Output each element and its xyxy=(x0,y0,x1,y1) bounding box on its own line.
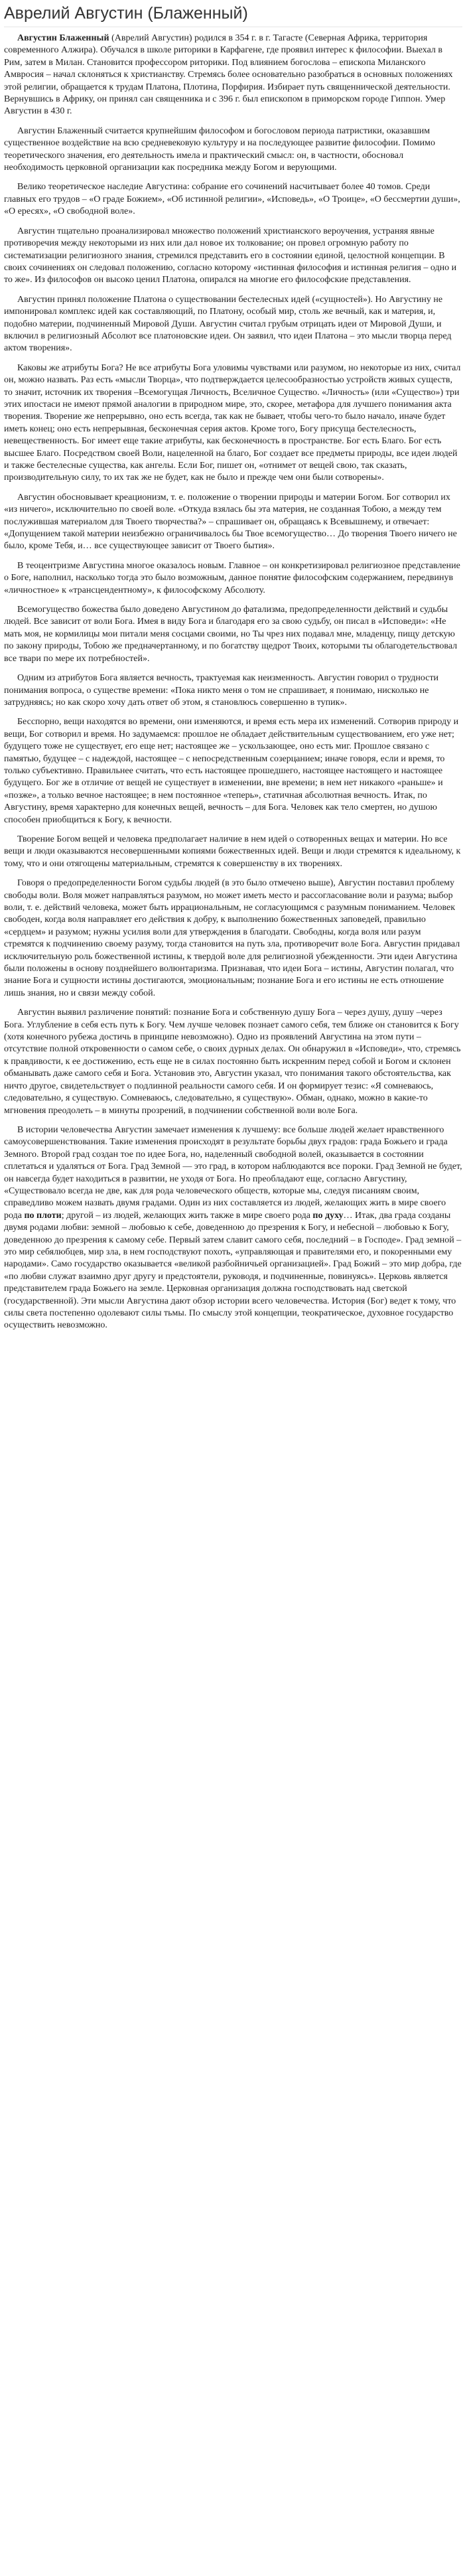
article-paragraph: Каковы же атрибуты Бога? Не все атрибуты Бога уловимы чувствами или разумом, но некоторые из них, считал он, можно назвать. Раз есть «мысли Творца», что подтверждается целесообразностью устройств живых существ, то значит, источник их творения –Всемогущая Личность, Вселичное Существо. «Личность» (или «Существо») три этих ипостаси не имеют прямой аналогии в природном мире, это, скорее, метафора для лучшего понимания акта творения. Творение же непрерывно, оно есть всегда, так как не бывает, чтобы чего-то было начало, иначе будет иметь конец; оно есть непрерывная, бесконечная серия актов. Кроме того, Богу присуща бестелесность, невещественность. Бог имеет еще такие атрибуты, как бесконечность в пространстве. Бог есть Благо. Бог есть высшее Благо. Посредством своей Воли, нацеленной на благо, Бог создает все предметы природы, все идеи людей и также бестелесные существа, как ангелы. Если Бог, пишет он, «отнимет от вещей свою, так сказать, производительную силу, то их так же не будет, как не было и прежде чем они были сотворены». xyxy=(4,362,461,483)
article-paragraph: Творение Богом вещей и человека предполагает наличие в нем идей о сотворенных вещах и материи. Но все вещи и люди оказываются несовершенными копиями божественных идей. Вещи и люди стремятся к идеальному, к тому, что и они отягощены материальным, стремятся к совершенству в их творениях. xyxy=(4,834,461,869)
article-paragraph: Велико теоретическое наследие Августина: собрание его сочинений насчитывает более 40 томов. Среди главных его трудов – «О граде Божием», «Об истинной религии», «Исповедь», «О Троице», «О бессмертии души», «О ересях», «О свободной воле». xyxy=(4,182,460,217)
article-body xyxy=(4,27,462,1332)
bold-emphasis: Августин Блаженный xyxy=(17,33,109,43)
article-paragraph: В теоцентризме Августина многое оказалось новым. Главное – он конкретизировал религиозное представление о Боге, наполнил, насколько тогда это было возможным, данное понятие философским содержанием, передвинув «личностное» к «трансцендентному», к философскому Абсолюту. xyxy=(4,560,460,595)
article-paragraph: Августин тщательно проанализировал множество положений христианского вероучения, устраняя явные противоречия между некоторыми из них или дал новое их толкование; он провел огромную работу по систематизации религиозного знания, стремился представить его в состоянии единой, целостной концепции. В своих сочинениях он следовал положению, согласно которому «истинная философия и истинная религия – одно и то же». Из философов он высоко ценил Платона, опирался на многие его философские представления. xyxy=(4,226,457,285)
article-paragraph: Всемогущество божества было доведено Августином до фатализма, предопределенности действий и судьбы людей. Все зависит от воли Бога. Имея в виду Бога и благодаря его за свою судьбу, он писал в «Исповеди»: «Не мать моя, не кормилицы мои питали меня сосцами своими, но Ты чрез них подавал мне, младенцу, пищу детскую по закону природы, Тобою же предначертанному, и по богатству щедрот Твоих, которыми ты облагодетельствовал все твари по мере их потребностей». xyxy=(4,605,458,664)
bold-emphasis: по плоти xyxy=(24,1210,62,1221)
article-paragraph: Августин выявил различение понятий: познание Бога и собственную душу Бога – через душу, душу –через Бога. Углубление в себя есть путь к Богу. Чем лучше человек познает самого себя, тем ближе он становится к Богу (хотя конечного рубежа достичь в принципе невозможно). Одно из проявлений Августина на этом пути – отсутствие полной откровенности о самом себе, о своих дурных делах. Он обнаружил в «Исповеди», что, стремясь к правдивости, к ее достижению, есть еще не в силах постоянно быть искренним перед собой и Богом и склонен обманывать даже самого себя и Бога. Установив это, Августин указал, что понимания такого обстоятельства, как ничто другое, свидетельствует о подлинной реальности самого себя. И он формирует тезис: «Я сомневаюсь, следовательно, я существую. Сомневаюсь, следовательно, я существую». Обман, однако, можно в какие-то мгновения преодолеть – в минуты прозрений, в подчинении собственной воли воле Бога. xyxy=(4,1008,461,1116)
article-paragraph: Бесспорно, вещи находятся во времени, они изменяются, и время есть мера их изменений. Сотворив природу и вещи, Бог сотворил и время. Но задумаемся: прошлое не обладает действительным существованием, его уже нет; будущего тоже не существует, его еще нет; настоящее же – ускользающее, оно есть миг. Прошлое связано с памятью, будущее – с надеждой, настоящее – с непосредственным созерцанием; иначе говоря, если и время, то только субъективно. Правильнее считать, что есть настоящее прошедшего, настоящее настоящего и настоящее будущего. Бог же в отличие от вещей не существует в изменении, вне времени; в нем нет никакого «раньше» и «позже», а только вечное настоящее; в нем постоянное «теперь», статичная абсолютная вечность. Итак, по Августину, время характерно для конечных вещей, вечность – для Бога. Человек как тело смертен, но душою способен приобщиться к Богу, к вечности. xyxy=(4,717,459,825)
article-paragraph: Августин Блаженный считается крупнейшим философом и богословом периода патристики, оказавшим существенное воздействие на всю средневековую культуру и на последующее развитие философии. Помимо теоретического значения, его деятельность имела и практический смысл: он, в частности, обосновал необходимость церковной организации как посредника между Богом и верующими. xyxy=(4,125,436,173)
bold-emphasis: по духу xyxy=(312,1210,344,1221)
article-paragraph: Одним из атрибутов Бога является вечность, трактуемая как неизменность. Августин говорил о трудности понимания вопроса, о существе времени: «Пока никто меня о том не спрашивает, я понимаю, нисколько не затрудняясь; но как скоро хочу дать ответ об этом, я становлюсь совершенно в тупик». xyxy=(4,673,439,708)
article-paragraph: Августин Блаженный (Аврелий Августин) родился в 354 г. в г. Тагасте (Северная Африка, территория современного Алжира). Обучался в школе риторики в Карфагене, где проявил интерес к философии. Выехал в Рим, затем в Милан. Становится профессором риторики. Под влиянием богослова – епископа Миланского Амвросия – начал склоняться к христианству. Стремясь более основательно разобраться в основных положениях этой религии, обращается к трудам Платона, Плотина, Порфирия. Избирает путь священнической деятельности. Вернувшись в Африку, он принял сан священника и с 396 г. был епископом в приморском городе Гиппон. Умер Августин в 430 г. xyxy=(4,33,453,117)
article-paragraph: Августин обосновывает креационизм, т. е. положение о творении природы и материи Богом. Бог сотворил их «из ничего», исключительно по своей воле. «Откуда взялась бы эта материя, не созданная Тобою, а между тем послужившая материалом для Твоего творчества?» – спрашивает он, обращаясь к Всевышнему, и отвечает: «Допущением такой материи неизбежно ограничивалось бы Твое всемогущество… До творения Твоего ничего не было, кроме Тебя, и… все существующее зависит от Твоего бытия». xyxy=(4,492,457,552)
page-title: Аврелий Августин (Блаженный) xyxy=(4,0,462,27)
article-paragraph: Августин принял положение Платона о существовании бестелесных идей («сущностей»). Но Августину не импонировал комплекс идей как составляющий, по Платону, особый мир, столь же вечный, как и материя, и, подобно материи, подчиненный Мировой Души. Августин считал грубым отрицать идеи от Мировой Души, и включил в религиозный Абсолют все платоновские идеи. Он заявил, что идеи Платона – это мысли творца перед актом творения». xyxy=(4,294,452,354)
article-paragraph: Говоря о предопределенности Богом судьбы людей (в это было отмечено выше), Августин поставил проблему свободы воли. Воля может направляться разумом, но может иметь место и рассогласование воли и разума; выбор воли, т. е. действий человека, может быть иррациональным, не согласующимся с разумным пониманием. Человек свободен, когда воля направляет его действия к добру, к выполнению божественных заповедей, правильно «сердцем» и разумом; нужны усилия воли для утверждения в благодати. Свободны, когда воля или разум стремятся к подчинению своему разуму, тогда становится на путь зла, противоречит воле Бога. Августин придавал исключительную роль божественной истины, к твердой воле для религиозной убежденности. Эти идеи Августина были положены в основу позднейшего волюнтаризма. Признавая, что идеи Бога – истины, Августин полагал, что знание Бога и сущности истины достигаются, эмоциональным; познание Бога и его истины не есть отношение лишь знания, но и связи между собой. xyxy=(4,878,460,998)
article-paragraph: В истории человечества Августин замечает изменения к лучшему: все больше людей желает нравственного самоусовершенствования. Такие изменения происходят в результате борьбы двух градов: града Божьего и града Земного. Второй град создан тое по идее Бога, но, наделенный свободной волей, оказывается в состоянии сплетаться и удаляться от Бога. Град Земной — это град, в котором наблюдаются все пороки. Град Земной не будет, он навсегда будет находиться в развитии, не уходя от Бога. Но преобладают еще, согласно Августину, «Существовало всегда не две, как для рода человеческого обществ, которые мы, следуя писаниям своим, справедливо можем назвать двумя градами. Один из них составляется из людей, желающих жить в мире своего рода по плоти; другой – из людей, желающих жить также в мире своего рода по духу… Итак, два града созданы двумя родами любви: земной – любовью к себе, доведенною до презрения к Богу, и небесной – любовью к Богу, доведенною до презрения к самому себе. Первый затем славит самого себя, последний – в Господе». Град земной – это мир себялюбцев, мир зла, в нем господствуют похоть, «управляющая и правителями его, и покоренными ему народами». Само государство оказывается «великой разбойничьей организацией». Град Божий – это мир добра, где «по любви служат взаимно друг другу и предстоятели, руководя, и подчиненные, повинуясь». Церковь является представителем града Божьего на земле. Церковная организация должна господствовать над светской (государственной). Эти мысли Августина дают обзор истории всего человечества. История (Бог) ведет к тому, что силы света постепенно одолевают силы тьмы. По смыслу этой концепции, теократическое, духовное государство осуществить невозможно. xyxy=(4,1124,462,1331)
